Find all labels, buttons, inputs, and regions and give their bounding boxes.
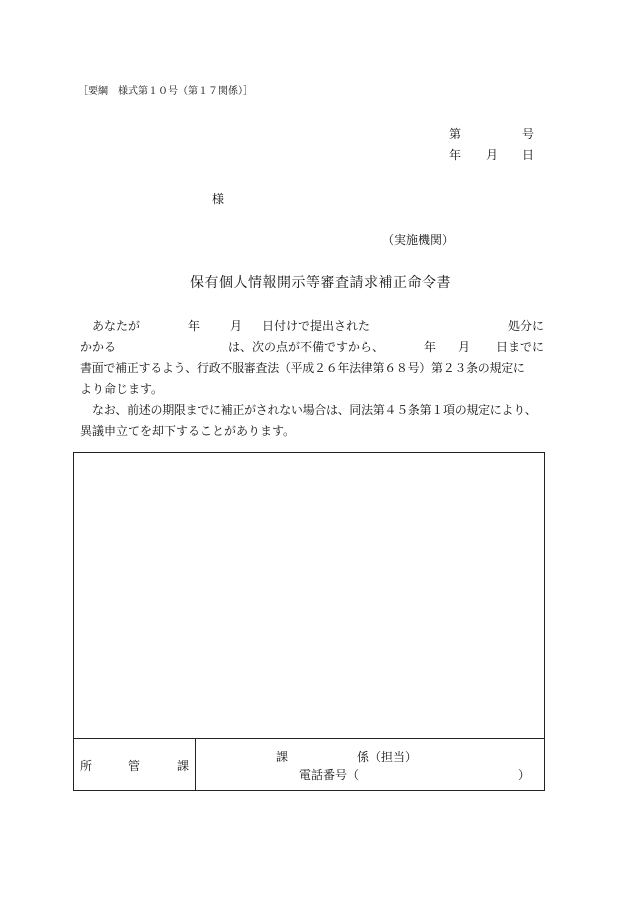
body-text: 日付けで提出された (262, 319, 371, 333)
phone-close: ） (518, 768, 531, 782)
dept-label-3: 課 (177, 759, 190, 773)
section-kakari: 係（担当） (357, 750, 418, 764)
body-line-4 (80, 380, 544, 396)
issuer-agency: （実施機関） (382, 233, 455, 247)
section-ka: 課 (276, 750, 289, 764)
box-divider (74, 738, 544, 739)
body-text: 月 (458, 340, 471, 354)
body-text: 年 (188, 319, 201, 333)
body-text: 月 (230, 319, 243, 333)
body-text: 日までに (496, 340, 545, 354)
body-text: より命じます。 (80, 382, 164, 396)
body-text: 書面で補正するよう、行政不服審査法（平成２６年法律第６８号）第２３条の規定に (80, 361, 525, 375)
dept-label-1: 所 (80, 759, 93, 773)
correction-box (73, 452, 545, 791)
body-text: 異議申立てを却下することがあります。 (80, 424, 296, 438)
date-year: 年 (449, 148, 462, 162)
body-line-6 (80, 422, 544, 438)
body-line-2 (80, 338, 544, 354)
body-text: かかる (80, 340, 117, 354)
body-text: あなたが (92, 319, 141, 333)
addressee-sama: 様 (212, 192, 225, 206)
form-reference: ［要綱 様式第１０号（第１７関係）］ (78, 86, 253, 97)
body-line-3 (80, 359, 544, 375)
box-divider (195, 739, 196, 790)
body-text: 年 (424, 340, 437, 354)
dept-label-2: 管 (128, 759, 141, 773)
body-text: は、次の点が不備ですから、 (228, 340, 385, 354)
date-month: 月 (486, 148, 499, 162)
body-text: 処分に (508, 319, 545, 333)
body-line-1 (80, 317, 544, 333)
number-dai: 第 (449, 127, 462, 141)
body-line-5 (80, 401, 544, 417)
number-go: 号 (522, 127, 535, 141)
phone-label: 電話番号（ (299, 768, 360, 782)
document-title: 保有個人情報開示等審査請求補正命令書 (190, 275, 451, 291)
body-text: なお、前述の期限までに補正がされない場合は、同法第４５条第１項の規定により、 (92, 403, 537, 417)
date-day: 日 (522, 148, 535, 162)
